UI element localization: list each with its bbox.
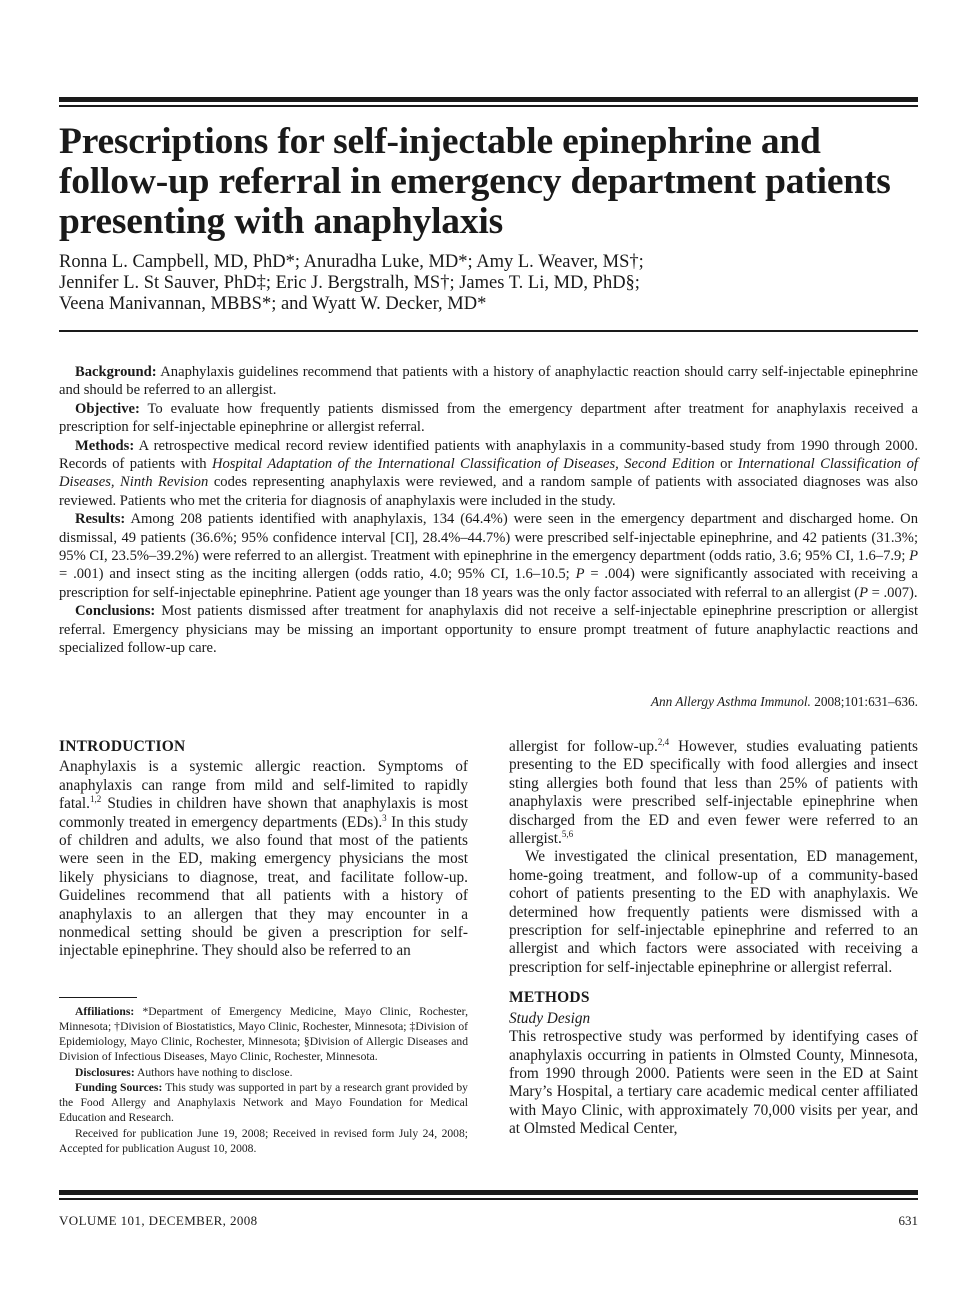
footnote-received: Received for publication June 19, 2008; Received in revised form July 24, 2008; Accepted for publication August 10, 2008. (59, 1126, 468, 1155)
footer-volume: VOLUME 101, DECEMBER, 2008 (59, 1213, 258, 1228)
background-text: Anaphylaxis guidelines recommend that patients with a history of anaphylactic reaction should carry self-injectable epinephrine and should be referred to an allergist. (59, 364, 918, 399)
p-value-symbol: P (575, 566, 585, 583)
abstract-results (59, 510, 918, 602)
background-label: Background: (75, 364, 157, 380)
intro-text: Anaphylaxis is a systemic allergic reaction. Symptoms of anaphylaxis can range from mild and self-limited to rapidly fatal. (59, 758, 468, 813)
methods-heading: METHODS (509, 989, 590, 1007)
objective-text: To evaluate how frequently patients dismissed from the emergency department after treatment for anaphylaxis received a prescription for self-injectable epinephrine or allergist referral. (59, 400, 919, 436)
footnote-affiliations (59, 1004, 468, 1065)
results-label: Results: (75, 511, 126, 528)
conclusions-label: Conclusions: (75, 603, 156, 620)
introduction-continued (509, 738, 918, 848)
methods-text: A retrospective medical record review identified patients with anaphylaxis in a community-based study from 1990 through 2000. Records of patients with (59, 437, 918, 473)
left-column (59, 738, 468, 1156)
abstract-conclusions (59, 602, 918, 657)
results-text: Among 208 patients identified with anaphylaxis, 134 (64.4%) were seen in the emergency department and discharged home. On dismissal, 49 patients (36.6%; 95% confidence interval [CI], 28.4%–44.7%) were prescribed self-injectable epinephrine, and 42 patients (31.3%; 95% CI, 23.5%–39.2%) were referred to an allergist. Treatment with epinephrine in the emergency department (odds ratio, 3.6; 95% CI, 1.6–7.9; (59, 511, 919, 565)
right-column (509, 738, 918, 1139)
abstract-background (59, 363, 918, 400)
methods-text: or (720, 456, 733, 473)
header-rule (59, 330, 918, 332)
intro-text: In this study of children and adults, we also found that most of the patients were seen in the ED, making emergency physicians the most likely physicians to diagnose, treat, and facilitate follow-up. Guidelines recommend that all patients with a history of anaphylaxis to an allergen that they may encounter in a nonmedical setting should be given a prescription for self-injectable epinephrine. They should also be referred to an (59, 813, 468, 960)
methods-label: Methods: (75, 437, 135, 454)
abstract-methods (59, 437, 918, 511)
p-value-symbol: P (859, 584, 868, 601)
footnote-disclosures (59, 1065, 468, 1080)
p-value-symbol: P (909, 548, 918, 565)
affiliations-text: *Department of Emergency Medicine, Mayo Clinic, Rochester, Minnesota; †Division of Biostatistics, Mayo Clinic, Rochester, Minnesota; ‡Division of Epidemiology, Mayo Clinic, Rochester, Minnesota; §Division of Allergic Diseases and Division of Infectious Diseases, Mayo Clinic, Rochester, Minnesota. (59, 1004, 468, 1064)
methods-italic: Hospital Adaptation of the International Classification of Diseases, Second Edition (211, 456, 715, 473)
study-design-subheading: Study Design (509, 1009, 591, 1027)
top-rule-thin (59, 105, 918, 107)
methods-paragraph: This retrospective study was performed by identifying cases of anaphylaxis occurring in patients in Olmsted County, Minnesota, from 1990 through 2000. Patients were seen in the ED at Saint Mary’s Hospital, a tertiary care academic medical center affiliated with Mayo Clinic, with approximately 70,000 visits per year, and at Olmsted Medical Center, (509, 1028, 918, 1138)
results-text: = .007). (871, 584, 918, 601)
abstract-objective (59, 400, 918, 437)
funding-text: This study was supported in part by a research grant provided by the Food Allergy and Anaphylaxis Network and Mayo Foundation for Medical Education and Research. (59, 1080, 468, 1125)
author-line: Ronna L. Campbell, MD, PhD*; Anuradha Luke, MD*; Amy L. Weaver, MS†; (59, 252, 644, 272)
top-rule-thick (59, 97, 918, 102)
citation (59, 694, 918, 710)
methods-italic: International Classification of Diseases, Ninth Revision (59, 456, 918, 491)
footnotes (59, 1004, 468, 1156)
page-number: 631 (898, 1213, 918, 1228)
citation-ref: 2,4 (657, 736, 670, 747)
citation-ref: 1,2 (90, 794, 102, 805)
abstract (59, 363, 918, 658)
author-list (59, 252, 919, 315)
bottom-rule-thick (59, 1190, 918, 1195)
article-title: Prescriptions for self-injectable epinephrine and follow-up referral in emergency department patients presenting with anaphylaxis (59, 121, 891, 242)
citation-details: 2008;101:631–636. (814, 694, 918, 709)
citation-ref: 3 (382, 812, 387, 823)
intro-text: However, studies evaluating patients presenting to the ED specifically with food allergies and insect sting allergies both found that less than 25% of patients with anaphylaxis were prescribed self-injectable epinephrine when discharged from the ED and even fewer were referred to an allergist. (509, 738, 918, 848)
author-line: Veena Manivannan, MBBS*; and Wyatt W. Decker, MD* (59, 294, 487, 314)
footnote-separator (59, 997, 137, 998)
introduction-heading: INTRODUCTION (59, 738, 186, 755)
introduction-paragraph: We investigated the clinical presentation, ED management, home-going treatment, and follow-up of a community-based cohort of patients presenting to the ED with anaphylaxis. We determined how frequently patients were dismissed with a prescription for self-injectable epinephrine and referred to an allergist and which factors were associated with receiving a prescription for self-injectable epinephrine or allergist referral. (509, 848, 918, 976)
author-line: Jennifer L. St Sauver, PhD‡; Eric J. Bergstralh, MS†; James T. Li, MD, PhD§; (59, 273, 640, 293)
intro-text: allergist for follow-up. (509, 738, 658, 755)
disclosures-text: Authors have nothing to disclose. (136, 1065, 293, 1079)
disclosures-label: Disclosures: (75, 1065, 135, 1079)
affiliations-label: Affiliations: (75, 1004, 135, 1018)
citation-ref: 5,6 (561, 828, 574, 839)
bottom-rule-thin (59, 1198, 918, 1200)
methods-text: codes representing anaphylaxis were reviewed, and a random sample of patients with associated diagnoses was also reviewed. Patients who met the criteria for diagnosis of anaphylaxis were included in the study. (59, 474, 918, 509)
objective-label: Objective: (75, 400, 140, 417)
conclusions-text: Most patients dismissed after treatment for anaphylaxis did not receive a self-injectable epinephrine prescription or allergist referral. Emergency physicians may be missing an important opportunity to ensure prompt treatment of future anaphylactic reactions and specialized follow-up care. (59, 603, 918, 657)
introduction-paragraph (59, 758, 468, 960)
results-text: = .004) were significantly associated with receiving a prescription for self-injectable epinephrine. Patient age younger than 18 years was the only factor associated with referral to an allergist ( (59, 566, 918, 601)
results-text: = .001) and insect sting as the inciting allergen (odds ratio, 4.0; 95% CI, 1.6–10.5; (59, 566, 570, 583)
funding-label: Funding Sources: (75, 1080, 163, 1094)
citation-journal: Ann Allergy Asthma Immunol. (650, 694, 811, 709)
intro-text: Studies in children have shown that anaphylaxis is most commonly treated in emergency departments (EDs). (59, 795, 468, 831)
footnote-funding (59, 1080, 468, 1126)
